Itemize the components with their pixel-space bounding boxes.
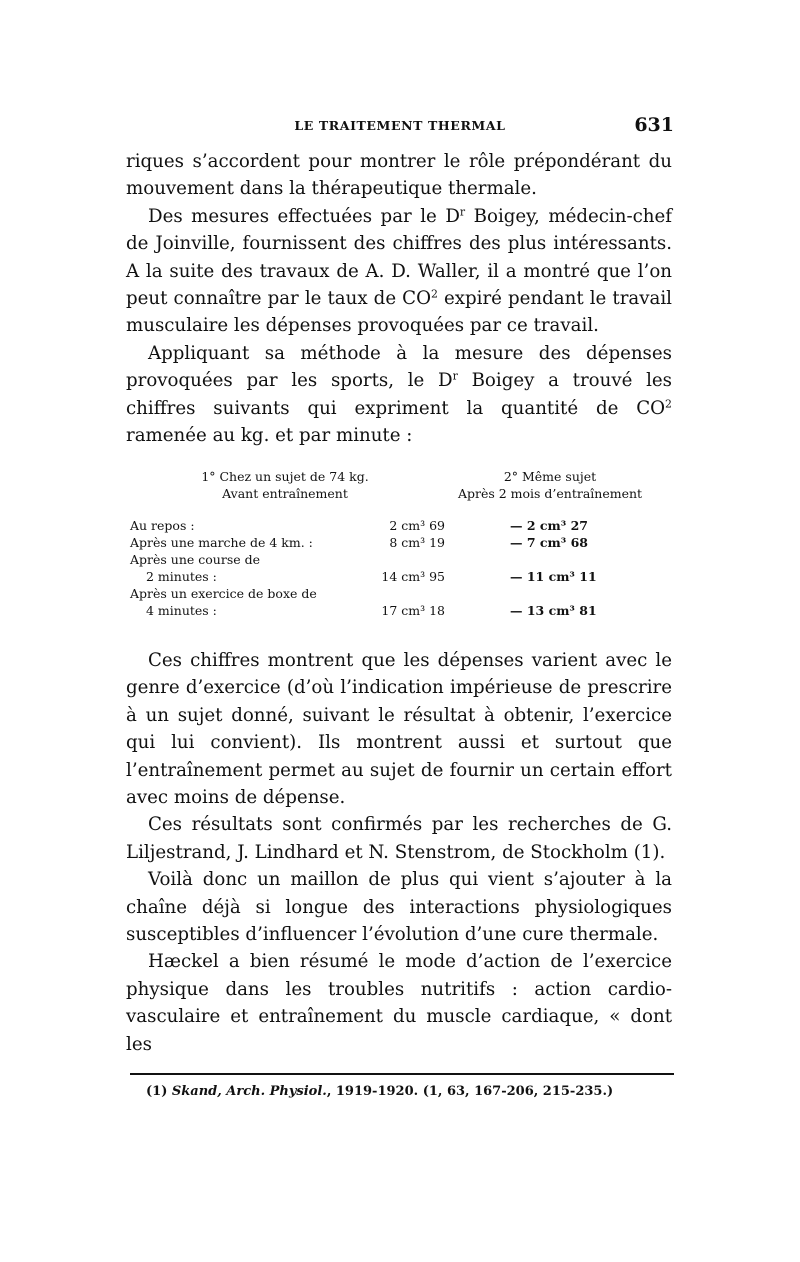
col2-title: 2° Même sujet (503, 469, 597, 484)
footnote (146, 1084, 676, 1099)
row-value-after: — 2 cm³ 27 (510, 518, 588, 533)
row-value-before: 2 cm³ 69 (389, 518, 445, 533)
paragraph-3 (126, 340, 672, 450)
row-value-after: — 7 cm³ 68 (510, 535, 588, 550)
page-number: 631 (634, 114, 674, 136)
paragraph-4: Ces chiffres montrent que les dépenses varient avec le genre d’exercice (d’où l’indication impérieuse de prescrire à un sujet donné, suivant le résultat à obtenir, l’exercice qui lui convient). Ils montrent aussi et surtout que l’entraînement permet au sujet de fournir un certain effort avec moins de dépense. (126, 650, 672, 809)
p2-sup2: 2 (430, 287, 438, 301)
table-row (130, 586, 670, 602)
running-title: LE TRAITEMENT THERMAL (294, 118, 506, 133)
row-label: Après une course de (130, 552, 260, 567)
row-label: Au repos : (130, 518, 195, 533)
p3-text-c: ramenée au kg. et par minute : (126, 425, 413, 447)
row-value-before: 8 cm³ 19 (389, 535, 445, 550)
row-value-before: 14 cm³ 95 (381, 569, 445, 584)
co2-table (130, 468, 670, 628)
row-value-after: — 13 cm³ 81 (510, 603, 597, 618)
paragraph-7: Hæckel a bien résumé le mode d’action de l’exercice physique dans les troubles nutritifs : action cardio-vasculaire et entraînement du muscle cardiaque, « dont les (126, 951, 672, 1055)
table-row (130, 518, 670, 534)
col2-header (430, 468, 670, 502)
row-label: 4 minutes : (146, 603, 217, 618)
paragraph-6: Voilà donc un maillon de plus qui vient s’ajouter à la chaîne déjà si longue des interactions physiologiques susceptibles d’influencer l’évolution d’une cure thermale. (126, 869, 672, 946)
col2-subtitle: Après 2 mois d’entraînement (457, 486, 643, 501)
p2-sup: r (459, 205, 466, 219)
p3-text-b: Boigey a trouvé les chiffres suivants qui expriment la quantité de CO (126, 370, 672, 419)
p2-text-a: Des mesures effectuées par le D (148, 205, 460, 227)
paragraph-1: riques s’accordent pour montrer le rôle prépondérant du mouvement dans la thérapeutique thermale. (126, 151, 672, 200)
footnote-journal: Skand, Arch. Physiol. (171, 1084, 327, 1099)
row-label: 2 minutes : (146, 569, 217, 584)
running-head (126, 116, 674, 140)
p2-text-c: expiré pendant le travail musculaire les dépenses provoquées par ce travail. (126, 288, 672, 337)
p3-sup2: 2 (665, 397, 672, 411)
body-text-top (126, 148, 672, 449)
table-header (130, 468, 670, 502)
table-row (130, 569, 670, 585)
row-value-after: — 11 cm³ 11 (510, 569, 597, 584)
table-row (130, 552, 670, 568)
row-value-before: 17 cm³ 18 (381, 603, 445, 618)
p3-text-a: Appliquant sa méthode à la mesure des dépenses provoquées par les sports, le D (126, 342, 672, 392)
paragraph-5: Ces résultats sont confirmés par les recherches de G. Liljestrand, J. Lindhard et N. Stenstrom, de Stockholm (1). (126, 814, 672, 863)
footnote-marker: (1) (146, 1084, 172, 1099)
footnote-rule (130, 1073, 674, 1075)
footnote-citation: , 1919-1920. (1, 63, 167-206, 215-235.) (326, 1084, 614, 1099)
table-row (130, 603, 670, 619)
p2-text-b: Boigey, médecin-chef de Joinville, fournissent des chiffres des plus intéressants. A la suite des travaux de A. D. Waller, il a montré que l’on peut connaître par le taux de CO (126, 205, 672, 310)
col1-subtitle: Avant entraînement (222, 486, 348, 501)
row-label: Après un exercice de boxe de (130, 586, 317, 601)
table-row (130, 535, 670, 551)
paragraph-2 (126, 203, 672, 340)
row-label: Après une marche de 4 km. : (130, 535, 313, 550)
col1-title: 1° Chez un sujet de 74 kg. (201, 469, 369, 484)
p3-sup: r (452, 369, 458, 383)
body-text-bottom (126, 647, 672, 1058)
col1-header (170, 468, 400, 502)
